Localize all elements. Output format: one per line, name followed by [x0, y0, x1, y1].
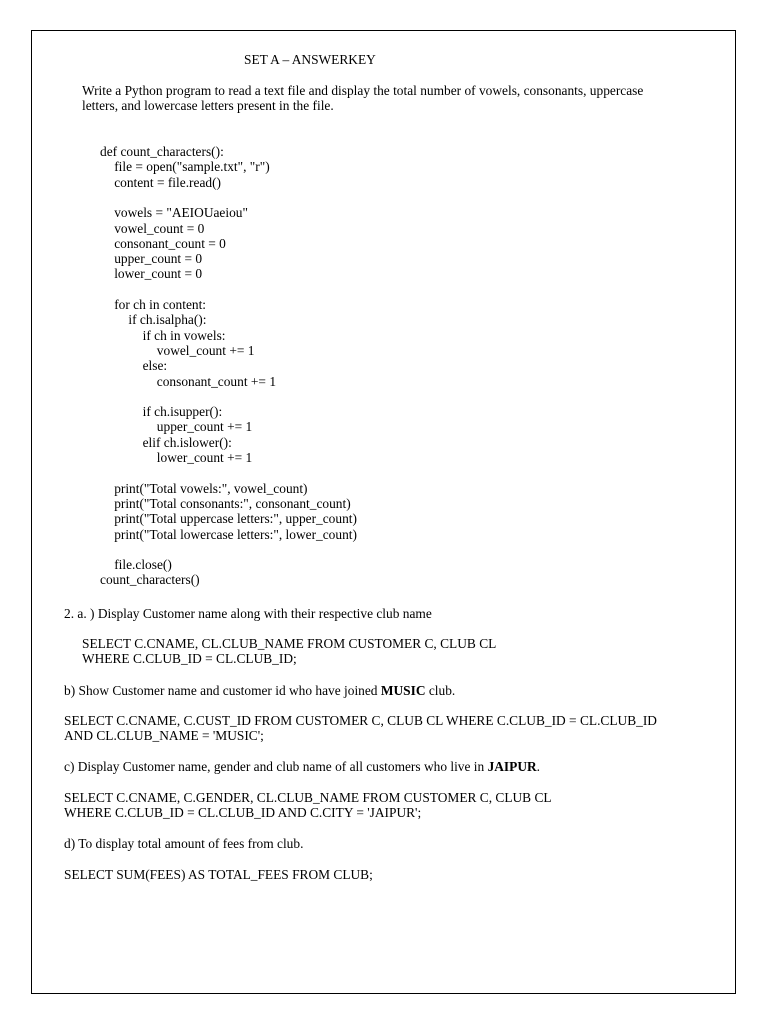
code-line: count_characters()	[100, 572, 200, 588]
q2c-heading	[64, 759, 540, 774]
code-line: vowel_count = 0	[114, 220, 205, 236]
code-line: lower_count += 1	[156, 450, 253, 465]
question1-prompt-line1: Write a Python program to read a text file and display the total number of vowels, consonants, uppercase	[82, 83, 644, 98]
code-line: upper_count = 0	[114, 251, 203, 267]
code-line: print("Total lowercase letters:", lower_count)	[114, 526, 357, 542]
q2b-heading-keyword: MUSIC	[380, 683, 426, 698]
code-line: if ch in vowels:	[142, 327, 226, 343]
q2c-heading-keyword: JAIPUR	[487, 759, 537, 774]
code-line: file.close()	[114, 557, 172, 573]
code-line: vowels = "AEIOUaeiou"	[114, 205, 248, 221]
q2b-sql-line2: AND CL.CLUB_NAME = 'MUSIC';	[64, 728, 264, 743]
code-line: upper_count += 1	[156, 419, 253, 435]
q2b-heading-text: b) Show Customer name and customer id who have joined	[64, 683, 381, 698]
code-line: file = open("sample.txt", "r")	[114, 159, 270, 175]
q2a-sql-line1: SELECT C.CNAME, CL.CLUB_NAME FROM CUSTOMER C, CLUB CL	[82, 636, 497, 651]
q2a-sql-line2: WHERE C.CLUB_ID = CL.CLUB_ID;	[82, 651, 297, 666]
q2b-heading-suffix: club.	[425, 683, 456, 698]
code-line: if ch.isupper():	[142, 404, 223, 420]
q2d-sql-line1: SELECT SUM(FEES) AS TOTAL_FEES FROM CLUB;	[64, 867, 373, 882]
q2b-heading	[64, 683, 455, 698]
document-page	[31, 30, 736, 994]
code-line: def count_characters():	[100, 144, 224, 159]
q2d-heading: d) To display total amount of fees from club.	[64, 836, 304, 851]
code-line: print("Total vowels:", vowel_count)	[114, 480, 308, 496]
code-line: if ch.isalpha():	[128, 312, 207, 328]
q2a-heading: 2. a. ) Display Customer name along with their respective club name	[64, 606, 432, 621]
q2c-sql-line1: SELECT C.CNAME, C.GENDER, CL.CLUB_NAME FROM CUSTOMER C, CLUB CL	[64, 790, 552, 805]
q2c-sql-line2: WHERE C.CLUB_ID = CL.CLUB_ID AND C.CITY = 'JAIPUR';	[64, 805, 422, 820]
code-line: print("Total consonants:", consonant_count)	[114, 495, 351, 511]
code-line: consonant_count += 1	[156, 373, 277, 389]
code-line: lower_count = 0	[114, 266, 203, 282]
page-title: SET A – ANSWERKEY	[244, 52, 376, 67]
code-line: print("Total uppercase letters:", upper_count)	[114, 511, 357, 527]
q2b-sql-line1: SELECT C.CNAME, C.CUST_ID FROM CUSTOMER C, CLUB CL WHERE C.CLUB_ID = CL.CLUB_ID	[64, 713, 657, 728]
q2c-heading-text: c) Display Customer name, gender and club name of all customers who live in	[64, 759, 488, 774]
code-line: vowel_count += 1	[156, 342, 255, 358]
code-line: else:	[142, 358, 168, 374]
code-line: content = file.read()	[114, 174, 221, 190]
question1-prompt-line2: letters, and lowercase letters present in the file.	[82, 98, 334, 113]
code-line: elif ch.islower():	[142, 434, 232, 450]
code-line: for ch in content:	[114, 297, 207, 312]
q2c-heading-suffix: .	[536, 759, 541, 774]
code-line: consonant_count = 0	[114, 235, 226, 251]
